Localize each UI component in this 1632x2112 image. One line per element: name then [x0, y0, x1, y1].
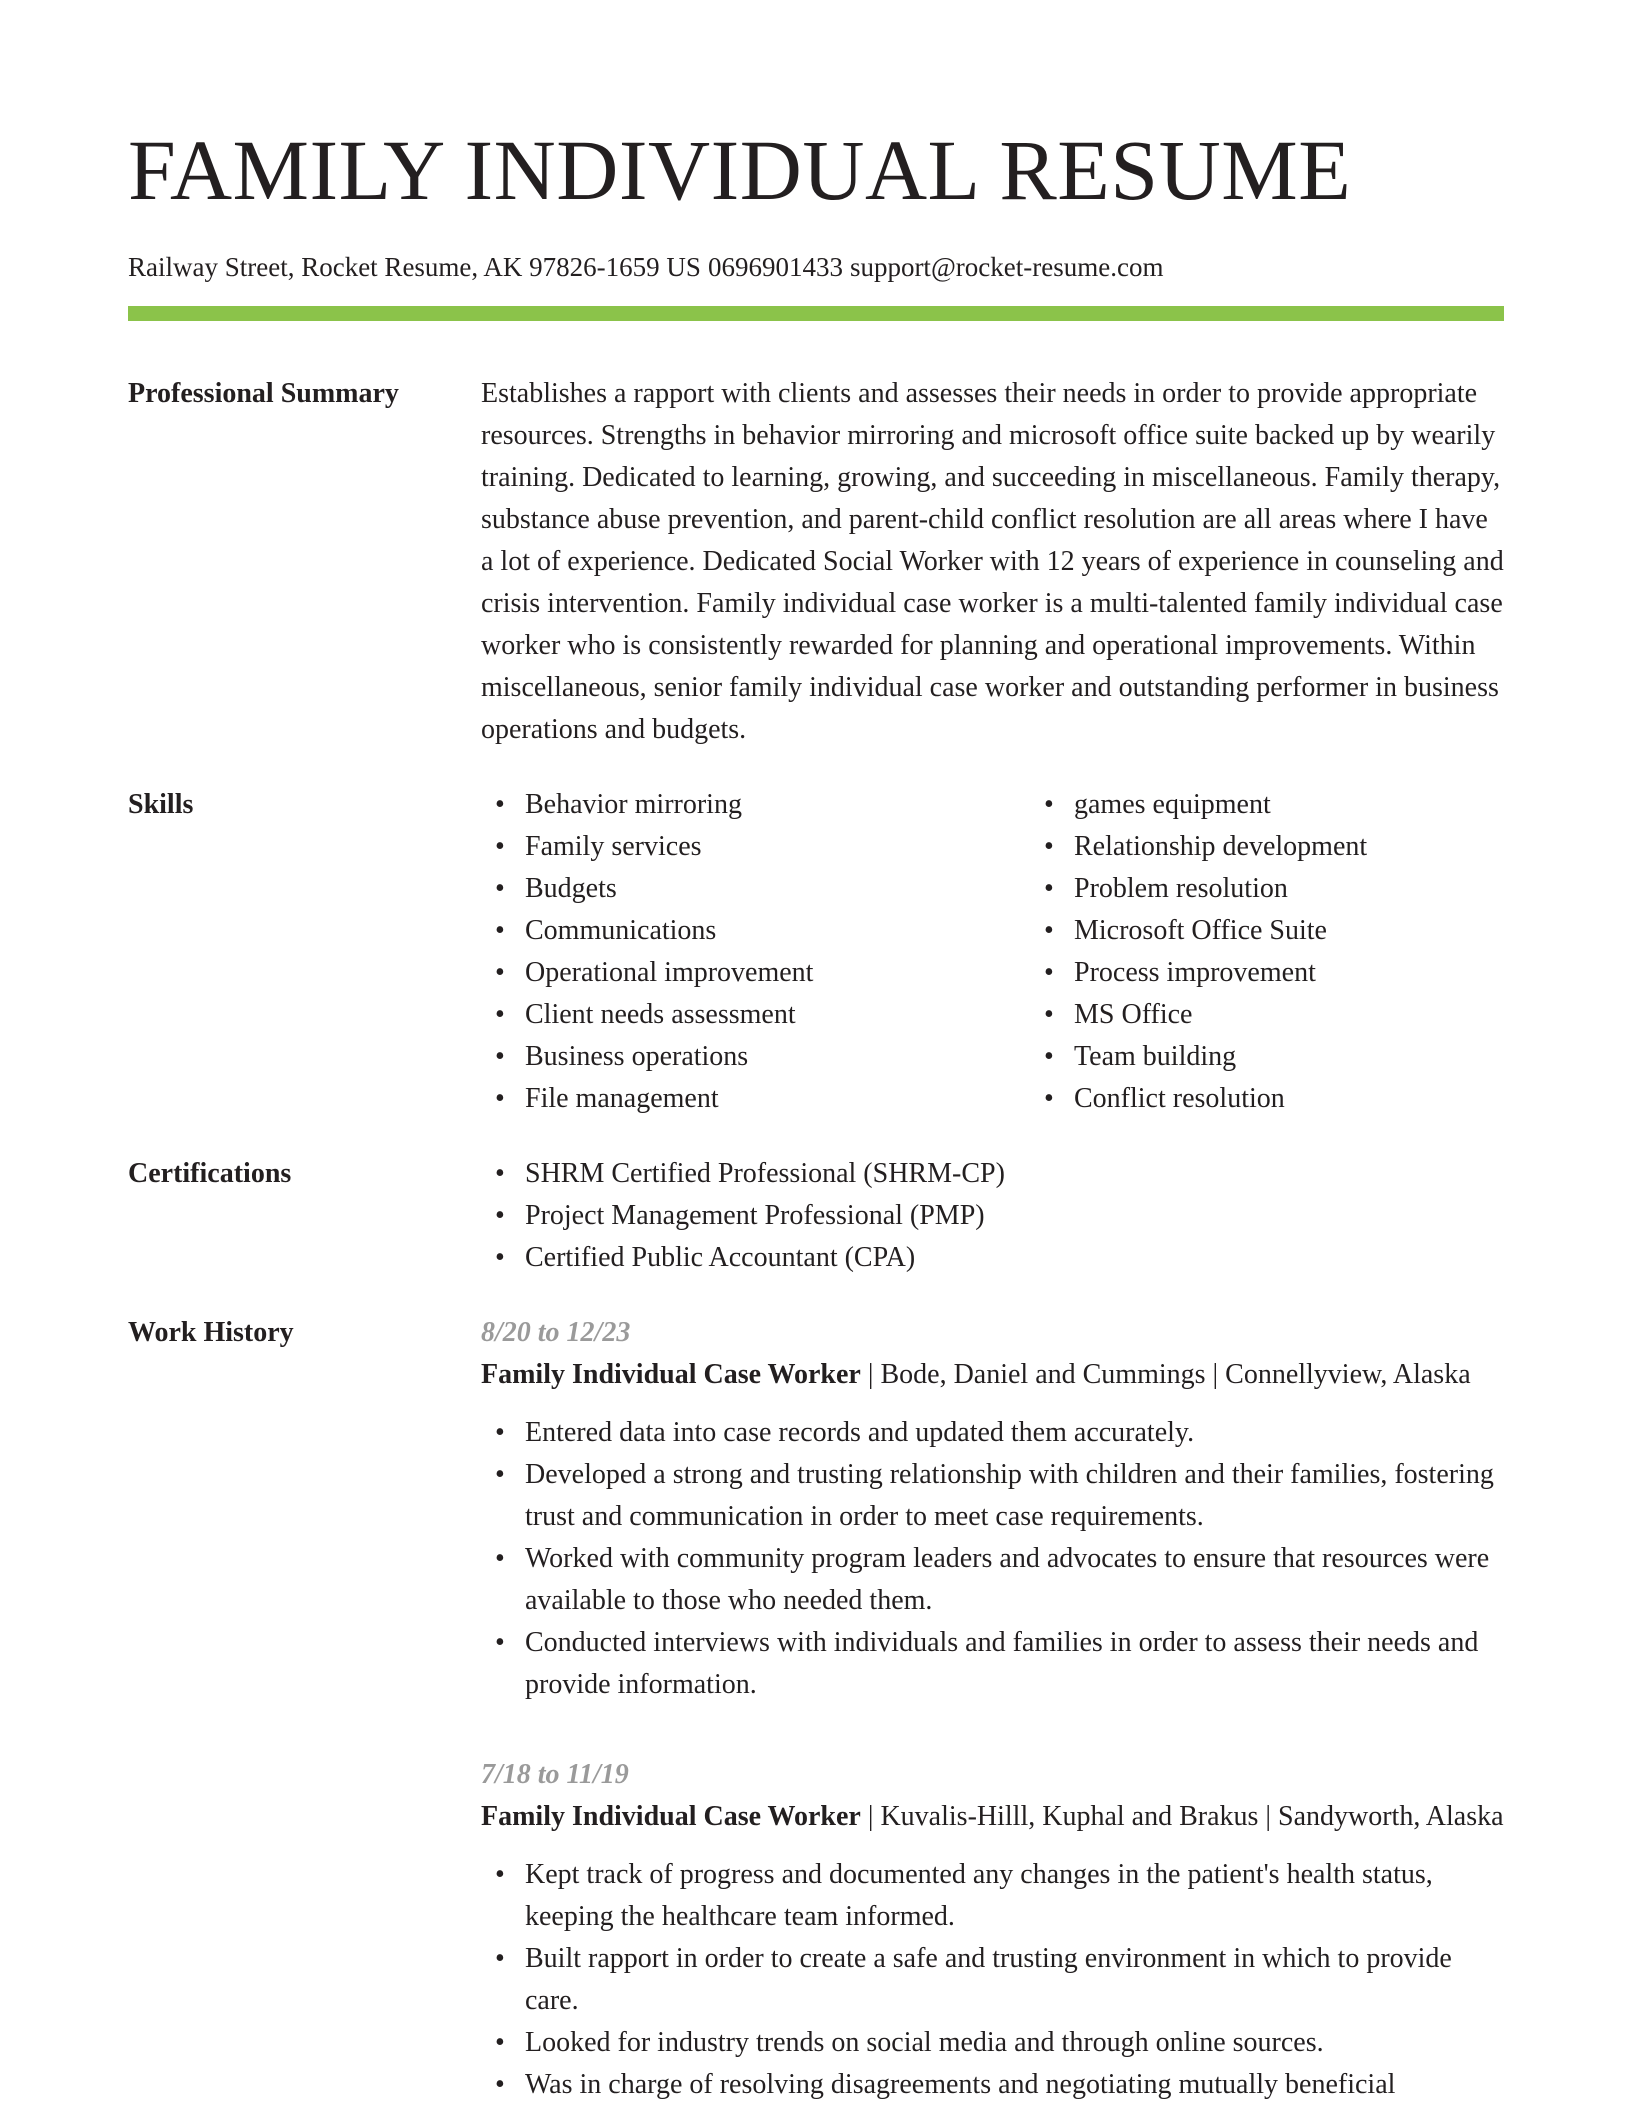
skill-item: • Behavior mirroring	[525, 784, 1030, 826]
contact-email: support@rocket-resume.com	[849, 252, 1164, 282]
job-bullet: • Developed a strong and trusting relationship with children and their families, fostering trust and communication in order to meet case requirements.	[525, 1454, 1504, 1538]
header-divider	[128, 306, 1504, 321]
skill-item: • Process improvement	[1074, 952, 1579, 994]
job-heading	[481, 1354, 1504, 1396]
section-content	[481, 373, 1504, 751]
section-label: Certifications	[128, 1158, 292, 1189]
contact-phone: 0696901433	[707, 252, 843, 282]
section-work-history	[128, 1312, 1504, 2106]
skills-list-right	[1030, 784, 1579, 1120]
skill-item: • Team building	[1074, 1036, 1579, 1078]
job-bullet: • Looked for industry trends on social media and through online sources.	[525, 2022, 1504, 2064]
section-content	[481, 1153, 1504, 1279]
certification-item: • SHRM Certified Professional (SHRM-CP)	[525, 1153, 1504, 1195]
job-title: Family Individual Case Worker	[481, 1801, 861, 1832]
contact-line	[128, 248, 1504, 286]
job-entry	[481, 1312, 1504, 1706]
job-bullet: • Built rapport in order to create a safe and trusting environment in which to provide care.	[525, 1938, 1504, 2022]
job-heading	[481, 1796, 1504, 1838]
certifications-list	[481, 1153, 1504, 1279]
skill-item: • Relationship development	[1074, 826, 1579, 868]
section-label: Professional Summary	[128, 378, 399, 409]
job-details: | Kuvalis-Hilll, Kuphal and Brakus | Sandyworth, Alaska	[860, 1801, 1504, 1832]
resume-name: FAMILY INDIVIDUAL RESUME	[128, 122, 1352, 218]
skill-item: • File management	[525, 1078, 1030, 1120]
skill-item: • Problem resolution	[1074, 868, 1579, 910]
job-dates: 7/18 to 11/19	[481, 1759, 629, 1790]
job-details: | Bode, Daniel and Cummings | Connellyview, Alaska	[860, 1359, 1471, 1390]
job-dates: 8/20 to 12/23	[481, 1317, 631, 1348]
summary-text: Establishes a rapport with clients and assesses their needs in order to provide appropriate resources. Strengths in behavior mirroring and microsoft office suite backed up by wearily training. Dedicated to learning, growing, and succeeding in miscellaneous. Family therapy, substance abuse prevention, and parent-child conflict resolution are all areas where I have a lot of experience. Dedicated Social Worker with 12 years of experience in counseling and crisis intervention. Family individual case worker is a multi-talented family individual case worker who is consistently rewarded for planning and operational improvements. Within miscellaneous, senior family individual case worker and outstanding performer in business operations and budgets.	[481, 378, 1504, 745]
section-label: Work History	[128, 1317, 294, 1348]
job-bullet: • Worked with community program leaders and advocates to ensure that resources were available to those who needed them.	[525, 1538, 1504, 1622]
section-certifications	[128, 1153, 1504, 1279]
skill-item: • MS Office	[1074, 994, 1579, 1036]
skill-item: • games equipment	[1074, 784, 1579, 826]
skill-item: • Family services	[525, 826, 1030, 868]
certification-item: • Project Management Professional (PMP)	[525, 1195, 1504, 1237]
skill-item: • Operational improvement	[525, 952, 1030, 994]
skill-item: • Communications	[525, 910, 1030, 952]
section-label: Skills	[128, 789, 194, 820]
skills-list-left	[481, 784, 1030, 1120]
job-bullet: • Conducted interviews with individuals and families in order to assess their needs and provide information.	[525, 1622, 1504, 1706]
section-professional-summary	[128, 373, 1504, 751]
job-bullet: • Was in charge of resolving disagreements and negotiating mutually beneficial	[525, 2064, 1504, 2106]
job-entry	[481, 1754, 1504, 2106]
skill-item: • Microsoft Office Suite	[1074, 910, 1579, 952]
skill-item: • Client needs assessment	[525, 994, 1030, 1036]
section-skills	[128, 784, 1504, 1120]
skills-grid	[481, 784, 1579, 1120]
section-content	[481, 1312, 1504, 2106]
certification-item: • Certified Public Accountant (CPA)	[525, 1237, 1504, 1279]
skill-item: • Conflict resolution	[1074, 1078, 1579, 1120]
job-title: Family Individual Case Worker	[481, 1359, 861, 1390]
contact-address: Railway Street, Rocket Resume, AK 97826-1659 US	[128, 252, 701, 282]
job-bullets	[481, 1854, 1504, 2106]
skill-item: • Budgets	[525, 868, 1030, 910]
job-bullets	[481, 1412, 1504, 1706]
skill-item: • Business operations	[525, 1036, 1030, 1078]
job-bullet: • Entered data into case records and updated them accurately.	[525, 1412, 1504, 1454]
job-bullet: • Kept track of progress and documented any changes in the patient's health status, keeping the healthcare team informed.	[525, 1854, 1504, 1938]
